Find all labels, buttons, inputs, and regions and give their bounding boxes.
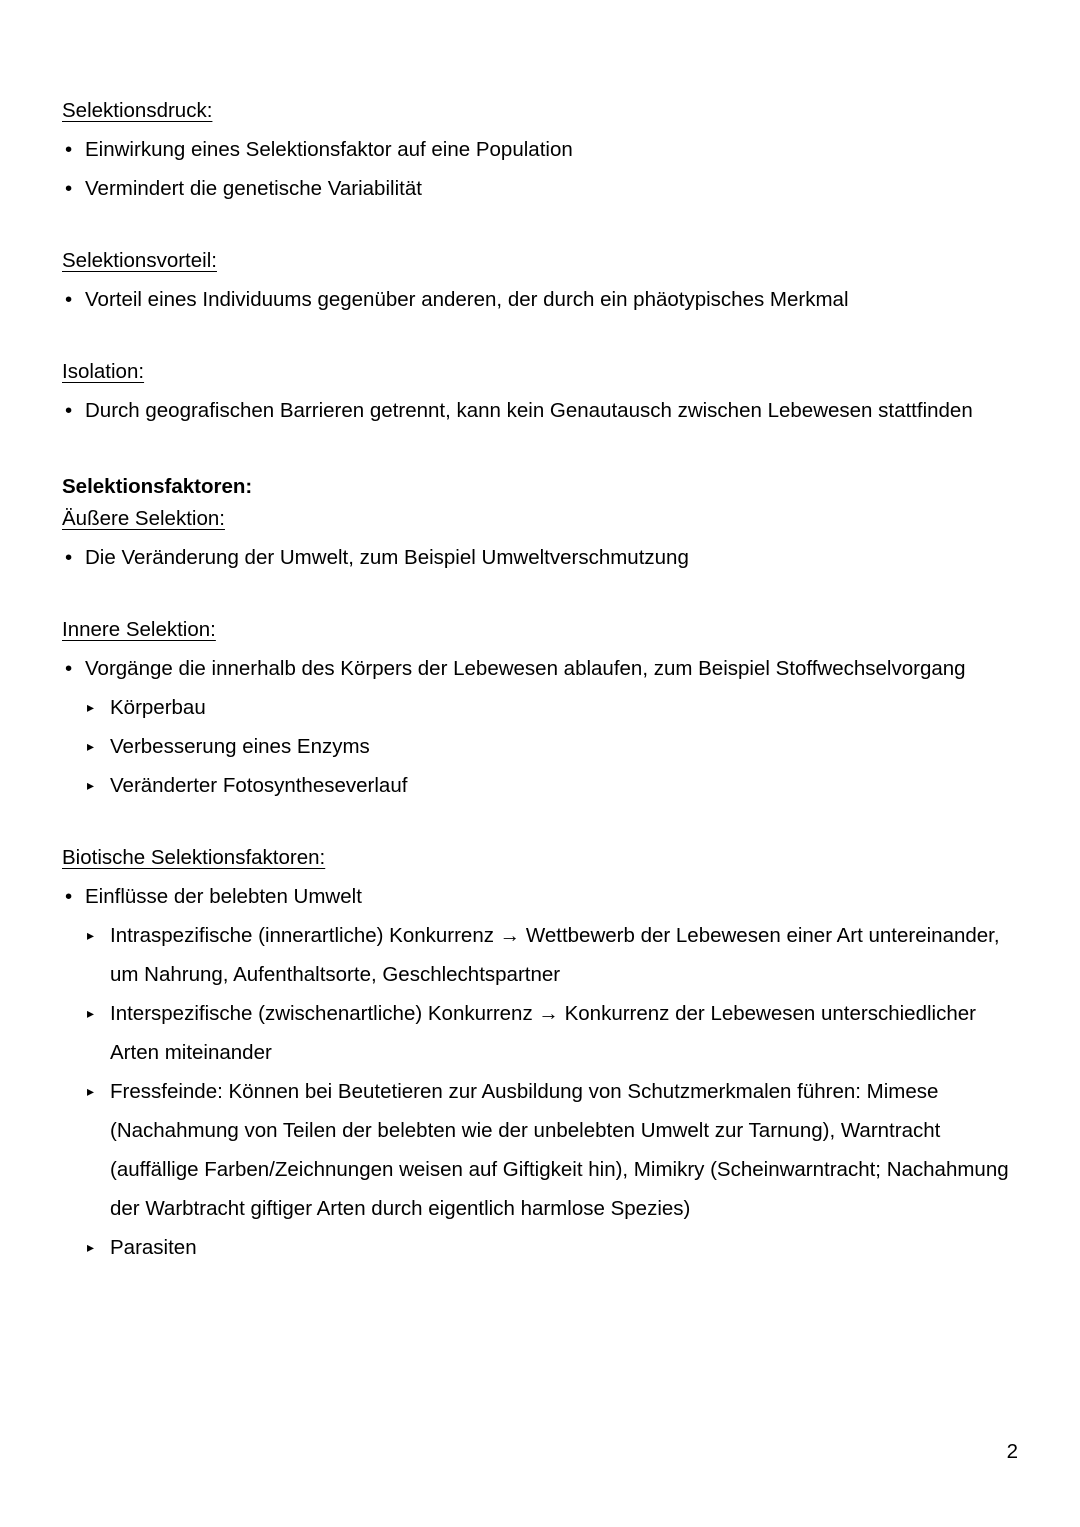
spacer — [62, 430, 1022, 474]
sub-bullet-list — [62, 916, 1022, 1267]
subsection-heading-text: Innere Selektion: — [62, 618, 216, 641]
section-heading-text: Isolation: — [62, 360, 145, 383]
section-selektionsdruck — [62, 98, 1022, 208]
bullet-point-icon: • — [65, 657, 73, 680]
subsection-heading-innere — [62, 617, 1022, 643]
list-item-text: Die Veränderung der Umwelt, zum Beispiel Umweltverschmutzung — [85, 546, 689, 569]
spacer — [62, 805, 1022, 845]
spacer — [62, 208, 1022, 248]
list-item-text: Einwirkung eines Selektionsfaktor auf eine Population — [85, 138, 573, 161]
bullet-list — [62, 649, 1022, 688]
bullet-point-icon: • — [65, 546, 73, 569]
sub-list-item-text: Fressfeinde: Können bei Beutetieren zur Ausbildung von Schutzmerkmalen führen: Mimese (Nachahmung von Teilen der belebten wie der unbelebten Umwelt zur Tarnung), Warntracht (auffällige Farben/Zeichnungen weisen auf Giftigkeit hin), Mimikry (Scheinwarntracht; Nachahmung der Warbtracht giftiger Arten durch eigentlich harmlose Spezies) — [110, 1080, 1009, 1220]
sub-list-item — [85, 1228, 1022, 1267]
triangle-bullet-icon: ▸ — [87, 738, 95, 754]
bullet-point-icon: • — [65, 885, 73, 908]
sub-list-item-text: Veränderter Fotosyntheseverlauf — [110, 774, 408, 797]
selektionsfaktoren-title-text: Selektionsfaktoren: — [62, 475, 253, 498]
sub-list-item — [85, 727, 1022, 766]
sub-list-item-text: Körperbau — [110, 696, 206, 719]
bullet-point-icon: • — [65, 399, 73, 422]
bullet-point-icon: • — [65, 288, 73, 311]
triangle-bullet-icon: ▸ — [87, 777, 95, 793]
section-selektionsfaktoren — [62, 474, 1022, 1267]
list-item-text: Vorteil eines Individuums gegenüber anderen, der durch ein phäotypisches Merkmal — [85, 288, 849, 311]
subsection-heading-text: Äußere Selektion: — [62, 507, 225, 530]
list-item-text: Vorgänge die innerhalb des Körpers der Lebewesen ablaufen, zum Beispiel Stoffwechselvorgang — [85, 657, 966, 680]
triangle-bullet-icon: ▸ — [87, 1239, 95, 1255]
sub-list-item-text: Verbesserung eines Enzyms — [110, 735, 370, 758]
sub-list-item — [85, 994, 1022, 1072]
bullet-list — [62, 877, 1022, 916]
sub-list-item — [85, 916, 1022, 994]
section-heading — [62, 248, 1022, 274]
selektionsfaktoren-title — [62, 474, 1022, 500]
subsection-heading-aeussere — [62, 506, 1022, 532]
triangle-bullet-icon: ▸ — [87, 927, 95, 943]
list-item — [62, 649, 1022, 688]
sub-bullet-list — [62, 688, 1022, 805]
page-content — [62, 98, 1022, 1267]
list-item-text: Durch geografischen Barrieren getrennt, kann kein Genautausch zwischen Lebewesen stattfinden — [85, 399, 973, 422]
triangle-bullet-icon: ▸ — [87, 1005, 95, 1021]
subsection-heading-biotische — [62, 845, 1022, 871]
bullet-list — [62, 391, 1022, 430]
sub-list-item — [85, 766, 1022, 805]
bullet-list — [62, 538, 1022, 577]
section-heading — [62, 359, 1022, 385]
bullet-point-icon: • — [65, 138, 73, 161]
list-item — [62, 130, 1022, 169]
sub-list-item-text: Interspezifische (zwischenartliche) Konkurrenz → Konkurrenz der Lebewesen unterschiedlicher Arten miteinander — [110, 1002, 976, 1064]
list-item — [62, 877, 1022, 916]
list-item — [62, 391, 1022, 430]
sub-list-item-text: Intraspezifische (innerartliche) Konkurrenz → Wettbewerb der Lebewesen einer Art untereinander, um Nahrung, Aufenthaltsorte, Geschlechtspartner — [110, 924, 1000, 986]
spacer — [62, 319, 1022, 359]
triangle-bullet-icon: ▸ — [87, 1083, 95, 1099]
bullet-point-icon: • — [65, 177, 73, 200]
sub-list-item — [85, 688, 1022, 727]
section-selektionsvorteil — [62, 248, 1022, 319]
triangle-bullet-icon: ▸ — [87, 699, 95, 715]
bullet-list — [62, 130, 1022, 208]
sub-list-item — [85, 1072, 1022, 1228]
subsection-heading-text: Biotische Selektionsfaktoren: — [62, 846, 326, 869]
bullet-list — [62, 280, 1022, 319]
list-item — [62, 538, 1022, 577]
section-heading — [62, 98, 1022, 124]
list-item-text: Einflüsse der belebten Umwelt — [85, 885, 362, 908]
list-item-text: Vermindert die genetische Variabilität — [85, 177, 422, 200]
list-item — [62, 169, 1022, 208]
page-number: 2 — [1006, 1440, 1018, 1463]
spacer — [62, 577, 1022, 617]
section-isolation — [62, 359, 1022, 430]
section-heading-text: Selektionsdruck: — [62, 99, 213, 122]
section-heading-text: Selektionsvorteil: — [62, 249, 217, 272]
sub-list-item-text: Parasiten — [110, 1236, 197, 1259]
list-item — [62, 280, 1022, 319]
